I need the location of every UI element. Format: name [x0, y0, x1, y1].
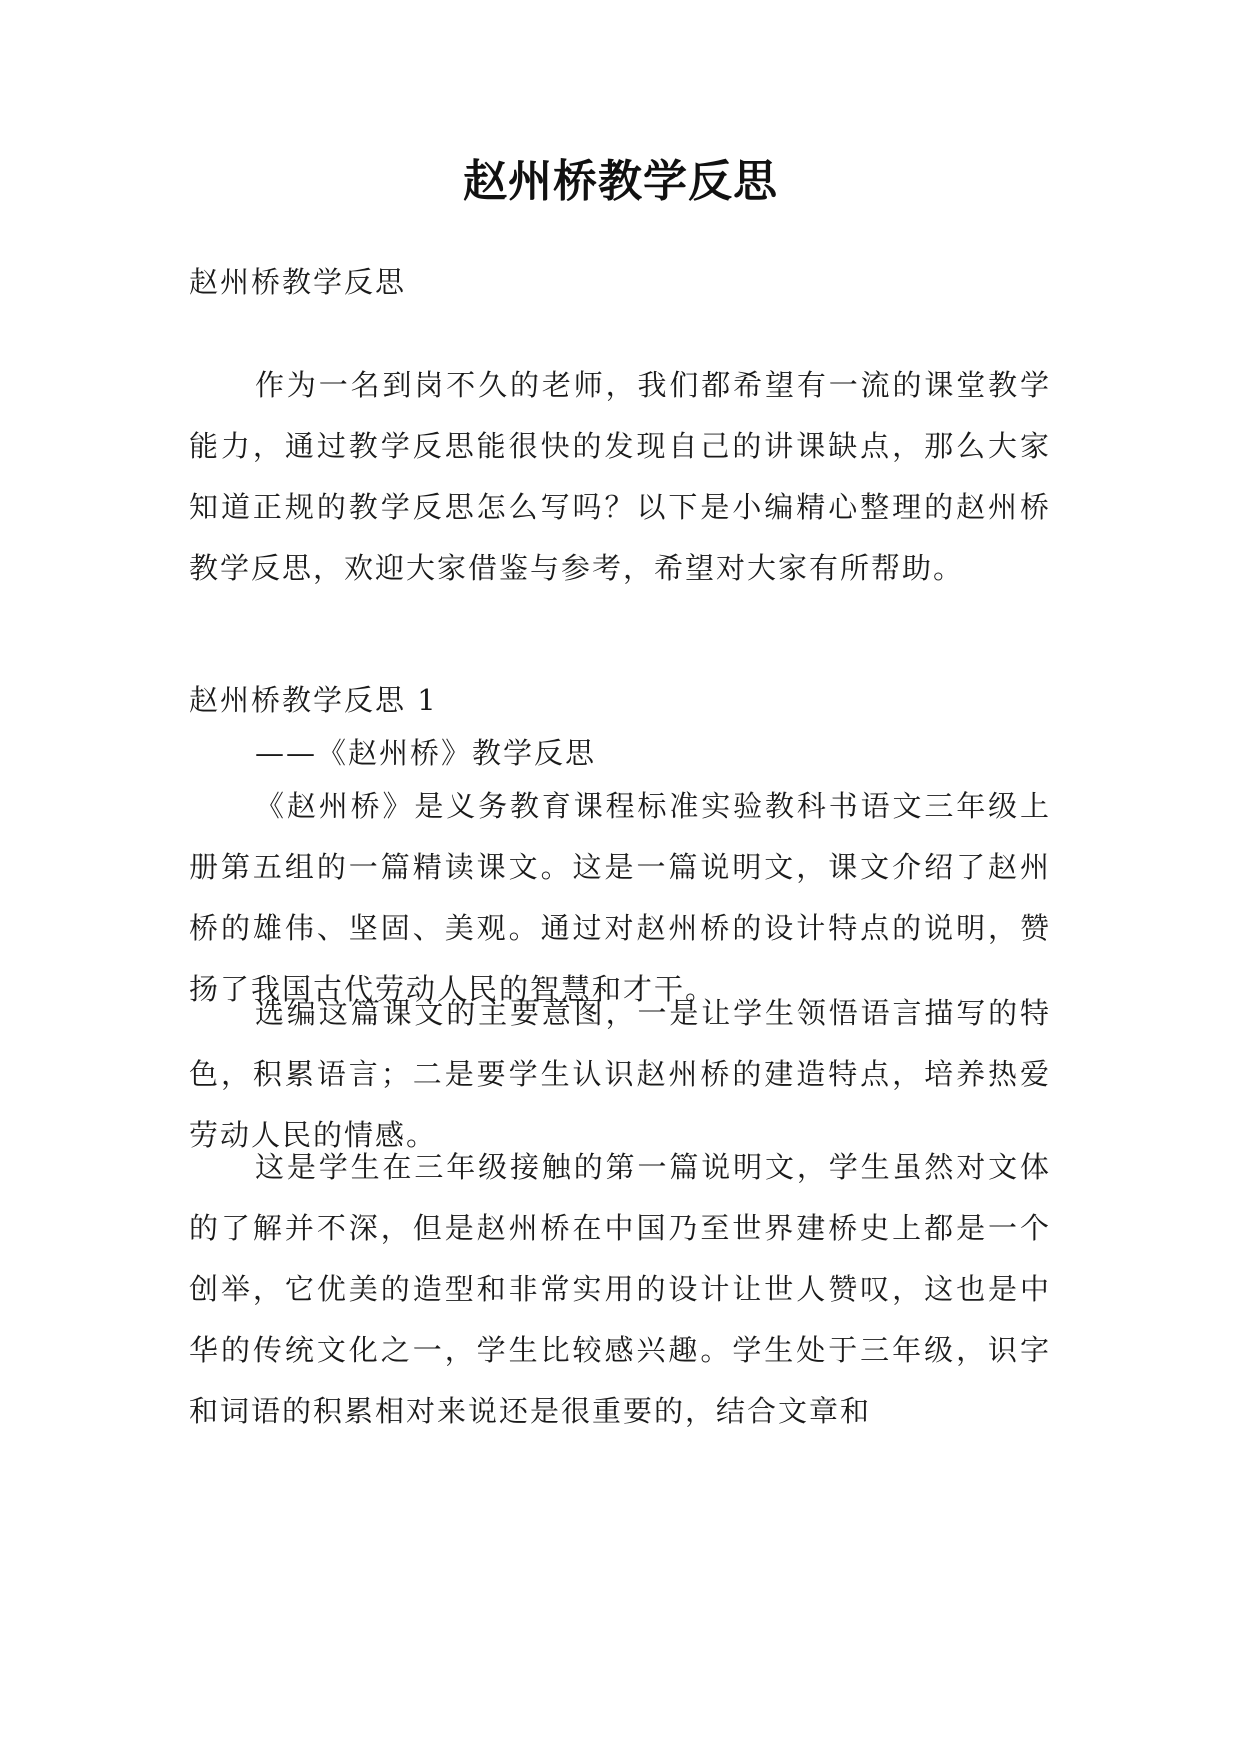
body-paragraph-2: 选编这篇课文的主要意图，一是让学生领悟语言描写的特色，积累语言；二是要学生认识赵州桥的建造特点，培养热爱劳动人民的情感。 [189, 996, 1051, 1152]
intro-paragraph: 作为一名到岗不久的老师，我们都希望有一流的课堂教学能力，通过教学反思能很快的发现自己的讲课缺点，那么大家知道正规的教学反思怎么写吗？以下是小编精心整理的赵州桥教学反思，欢迎大家借鉴与参考，希望对大家有所帮助。 [189, 368, 1051, 585]
section-heading: 赵州桥教学反思 1 [189, 683, 438, 717]
body-paragraph-3: 这是学生在三年级接触的第一篇说明文，学生虽然对文体的了解并不深，但是赵州桥在中国乃至世界建桥史上都是一个创举，它优美的造型和非常实用的设计让世人赞叹，这也是中华的传统文化之一，学生比较感兴趣。学生处于三年级，识字和词语的积累相对来说还是很重要的，结合文章和 [189, 1150, 1051, 1428]
body-paragraph-1: 《赵州桥》是义务教育课程标准实验教科书语文三年级上册第五组的一篇精读课文。这是一篇说明文，课文介绍了赵州桥的雄伟、坚固、美观。通过对赵州桥的设计特点的说明，赞扬了我国古代劳动人民的智慧和才干。 [189, 789, 1051, 1006]
section-dash-subtitle: ——《赵州桥》教学反思 [255, 736, 597, 770]
document-subtitle: 赵州桥教学反思 [189, 265, 407, 299]
document-title: 赵州桥教学反思 [463, 156, 778, 207]
